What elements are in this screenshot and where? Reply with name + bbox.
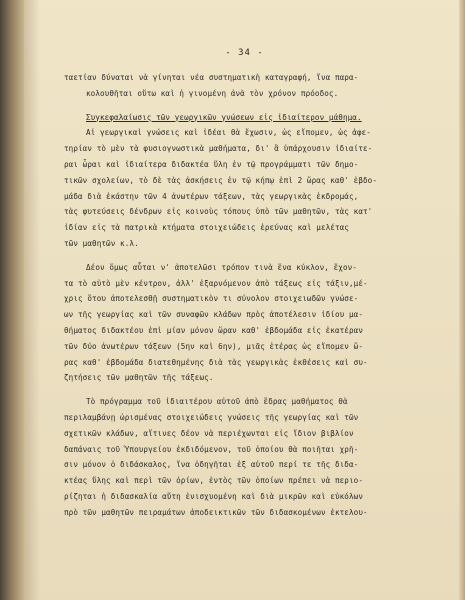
book-binding xyxy=(0,0,24,600)
text-line: χρις ὅτου ἀποτελεσθῇ συστηματικὸν τι σύνολον στοιχειωδῶν γνώσε- xyxy=(64,294,359,304)
text-line: Τὸ πρόγραμμα τοῦ ἰδιαιτέρου αὐτοῦ ἀπὸ ἕδρας μαθήματος θὰ xyxy=(86,397,348,407)
section-heading: Συγκεφαλαίωσις τῶν γεωργικῶν γνώσεων εἰς ἰδιαίτερον μάθημα. xyxy=(86,112,362,122)
page-edge xyxy=(459,0,465,600)
text-line: Αἱ γεωργικαὶ γνώσεις καὶ ἰδέαι θὰ ἔχωσιν, ὡς εἴπομεν, ὡς ἀφε- xyxy=(86,128,371,138)
text-line: τηρίαν τὸ μὲν τὰ φυσιογνωστικὰ μαθήματα, δι' ἃ ὑπάρχουσιν ἰδιαίτε- xyxy=(64,144,373,154)
text-line: μάδα διὰ ἑκάστην τῶν 4 ἀνωτέρων τάξεων, τὰς γεωργικὰς ἐκδρομάς, xyxy=(64,191,359,201)
text-line: κτέας ὕλης καὶ περὶ τῶν ὁρίων, ἐντὸς τῶν ὁποίων πρέπει νὰ περιο- xyxy=(64,476,363,486)
text-line: κολουθῆται οὕτω καὶ ἡ γινομένη ἀνὰ τὸν χρόνον πρόοδος. xyxy=(86,88,339,98)
body-text xyxy=(64,70,458,521)
text-line: ρας καθ' ἑβδομάδα διατεθημένης διὰ τὰς γεωργικὰς ἐκθέσεις καὶ συ- xyxy=(64,357,368,367)
text-line: ων τῆς γεωργίας καὶ τῶν συναφῶν κλάδων πρὸς ἀποτέλεσιν ἰδίου μα- xyxy=(64,310,363,320)
text-line: σιν μόνον ὁ διδάσκαλος, ἵνα ὁδηγῆται ἐξ αὐτοῦ περί τε τῆς διδα- xyxy=(64,460,359,470)
text-line: ζητήσεις τῶν μαθητῶν τῆς τάξεως. xyxy=(64,373,214,383)
text-line: δαπάναις τοῦ Ὑπουργείου ἐκδιδόμενον, τοῦ ὁποίου θὰ ποιῆται χρῆ- xyxy=(64,444,359,454)
text-line: πρὸ τῶν μαθητῶν πειραμάτων ἀποδεικτικῶν τῶν διδασκομένων ἐκτελου- xyxy=(64,507,368,517)
document-page xyxy=(24,0,465,600)
text-line: θήματος διδακτέου ἐπὶ μίαν μόνον ὥραν καθ' ἑβδομάδα εἰς ἑκατέραν xyxy=(64,325,363,335)
text-line: τὰς φυτεύσεις δένδρων εἰς κοινοὺς τόπους ὑπὸ τῶν μαθητῶν, τὰς κατ' xyxy=(64,207,373,217)
text-line: ραι ὧραι καὶ ἰδιαίτερα διδακτέα ὕλη ἐν τῷ προγράμματι τῶν δημο- xyxy=(64,159,359,169)
text-line: ρίζηται ἡ διδασκαλία αὕτη ἐνισχυομένη καὶ διὰ μικρῶν καὶ εὐκόλων xyxy=(64,491,363,501)
text-line: ταετίαν δύναται νὰ γίνηται νέα συστηματικὴ καταγραφή, ἵνα παρα- xyxy=(64,73,359,82)
text-line: τα τὸ αὐτὸ μὲν κέντρον, ἀλλ' ἐξαρνόμενον ἀπὸ τάξεως εἰς τάξιν,μέ- xyxy=(64,278,368,288)
text-line: περιλαμβάνῃ ὡρισμένας στοιχειώδεις γνώσεις τῆς γεωργίας καὶ τῶν xyxy=(64,412,359,422)
text-line: τῶν μαθητῶν κ.λ. xyxy=(64,238,139,248)
text-line: Δέον ὅμως αὗται ν' ἀποτελῶσι τρόπον τινὰ ἕνα κύκλον, ἔχον- xyxy=(86,262,357,272)
text-line: ἰδίαν εἰς τὰ πατρικὰ κτήματα στοιχειώδεις ἐρεύνας καὶ μελέτας xyxy=(64,223,349,233)
page-number: - 34 - xyxy=(225,48,264,58)
text-line: σχετικῶν κλάδων, αἵτινες δέον νὰ περιέχωνται εἰς ἴδιον βιβλίον xyxy=(64,428,354,438)
text-line: τῶν δύο ἀνωτέρων τάξεων (5ην καὶ 6ην), μιᾶς ἑτέρας ὡς εἴπομεν ὥ- xyxy=(64,341,363,351)
text-line: τικῶν σχολείων, τὸ δὲ τὰς ἀσκήσεις ἐν τῷ κήπῳ ἐπὶ 2 ὥρας καθ' ἑβδο- xyxy=(64,175,378,185)
